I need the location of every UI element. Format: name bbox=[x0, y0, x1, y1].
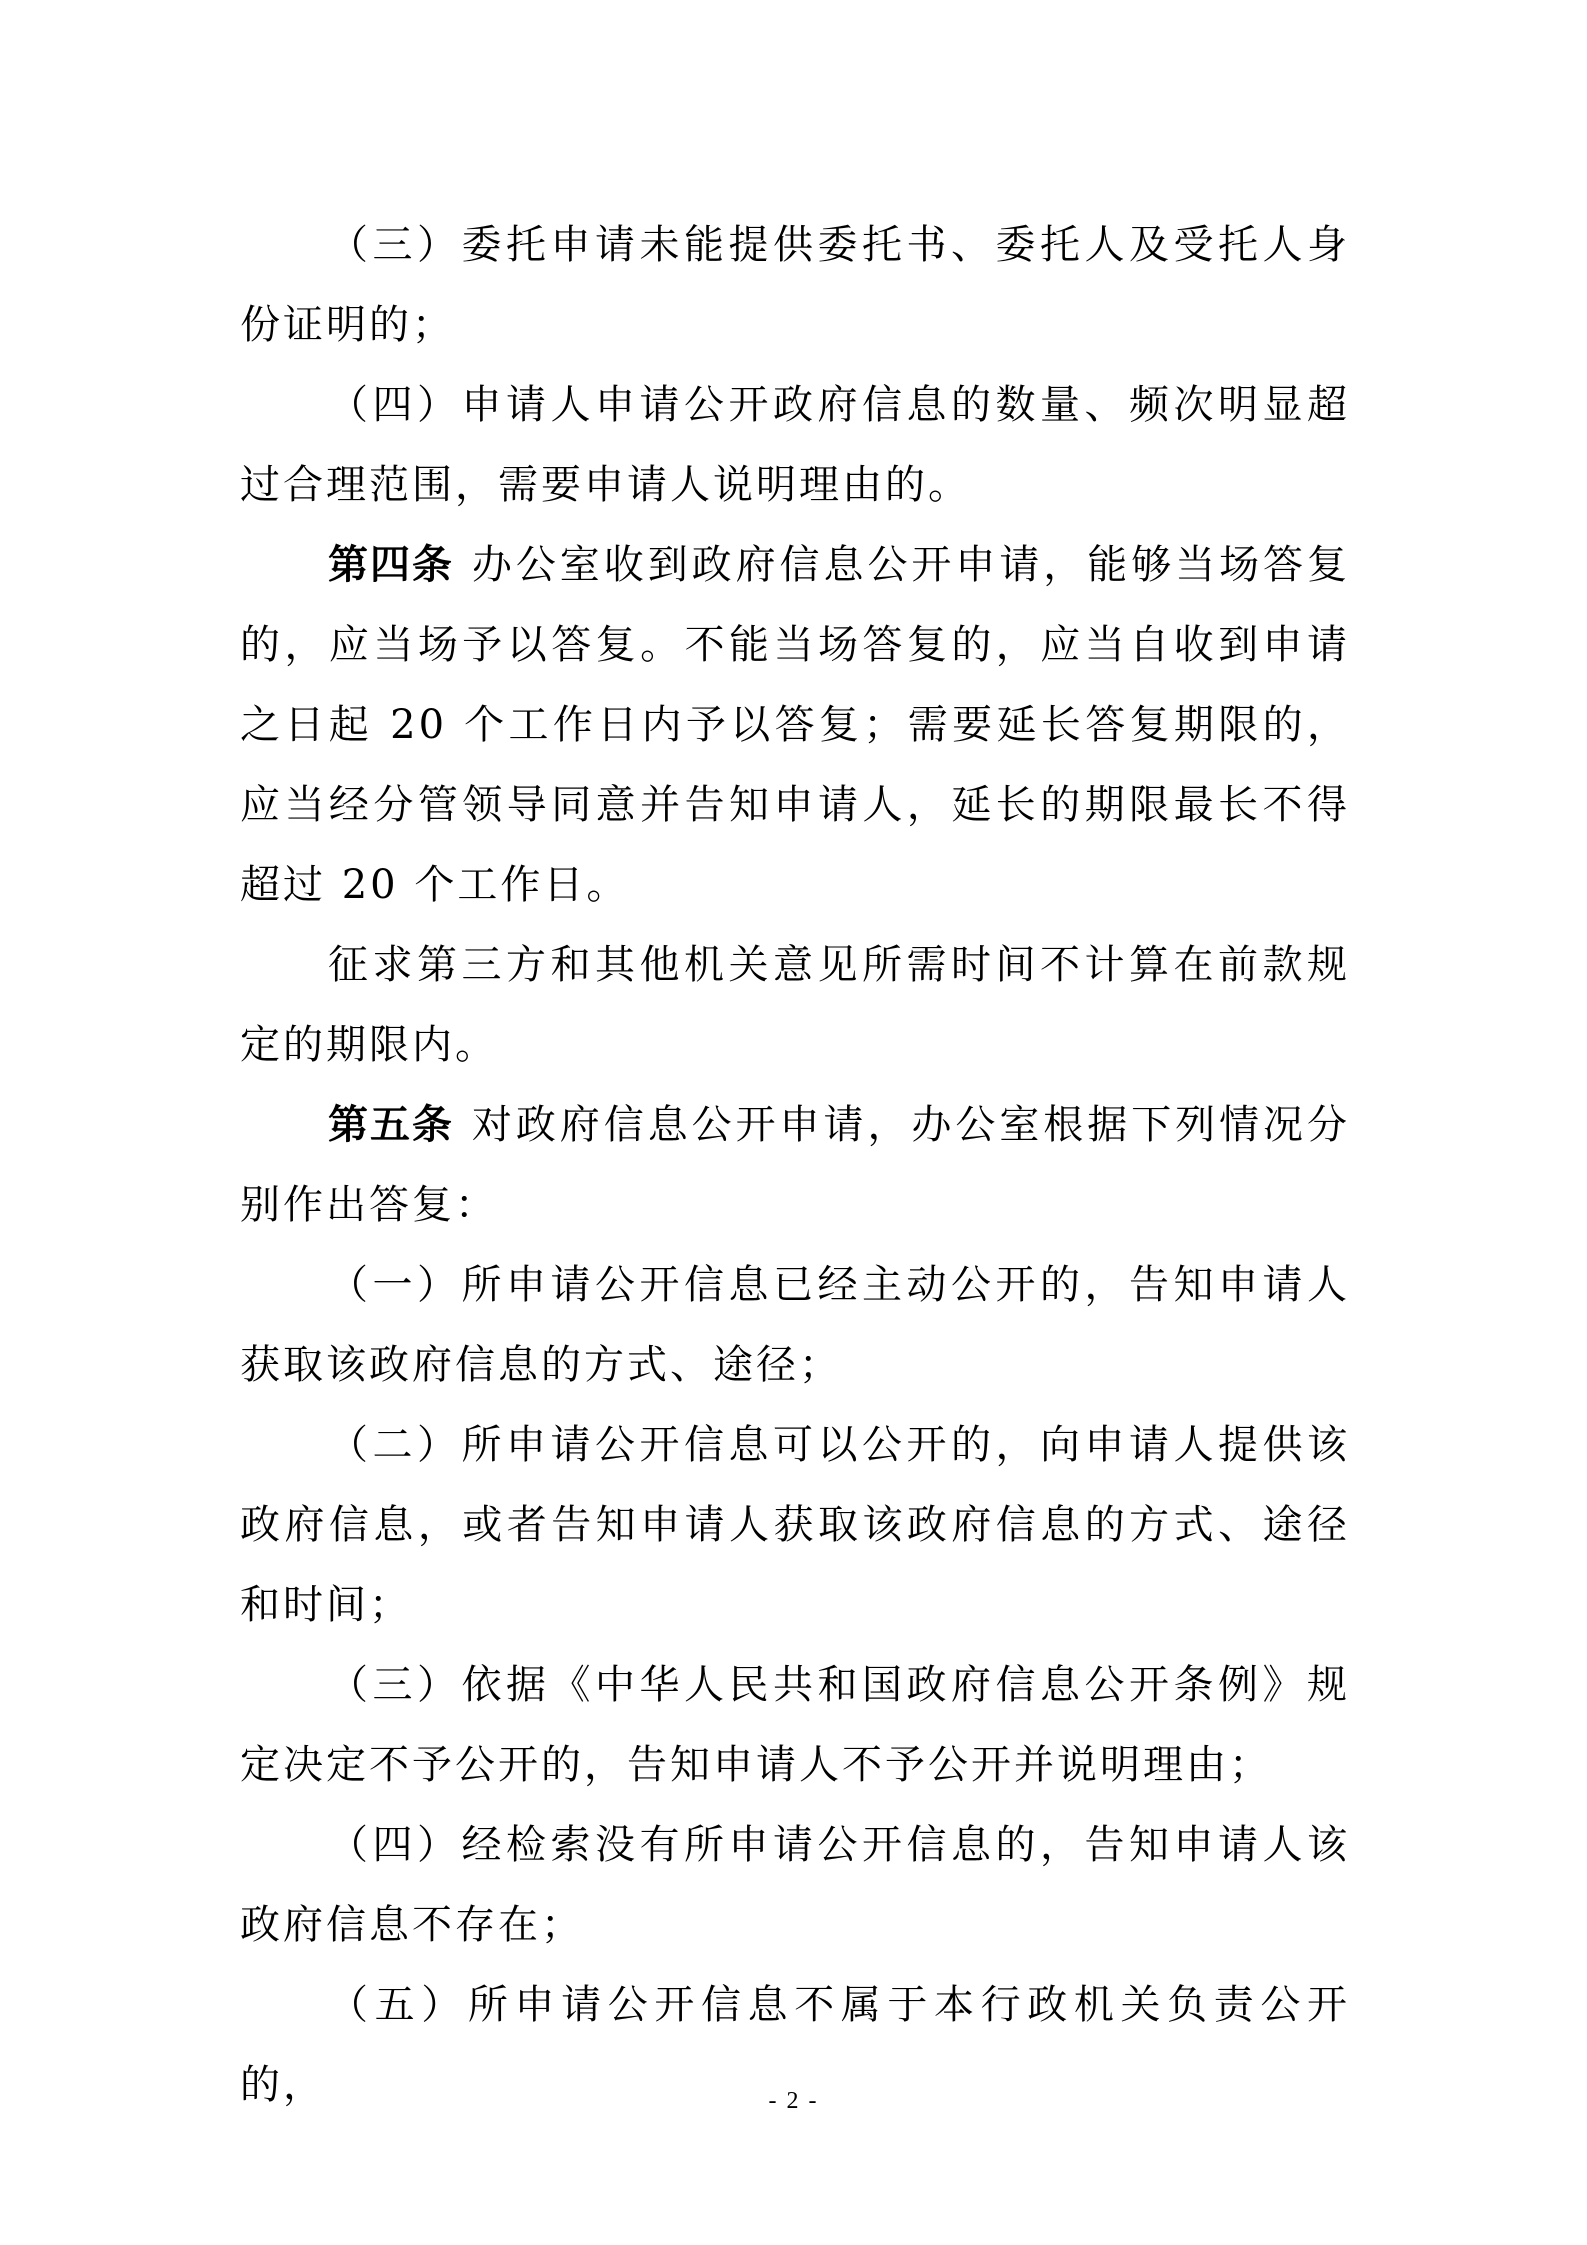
paragraph-text: （三）依据《中华人民共和国政府信息公开条例》规定决定不予公开的，告知申请人不予公开并说明理由； bbox=[240, 1662, 1350, 1788]
paragraph-text: （二）所申请公开信息可以公开的，向申请人提供该政府信息，或者告知申请人获取该政府信息的方式、途径和时间； bbox=[240, 1422, 1350, 1628]
paragraph-text: （四）经检索没有所申请公开信息的，告知申请人该政府信息不存在； bbox=[240, 1822, 1350, 1948]
document-body bbox=[240, 205, 1350, 2125]
article-heading: 第四条 bbox=[328, 542, 454, 588]
paragraph-text: （五）所申请公开信息不属于本行政机关负责公开的， bbox=[240, 1982, 1350, 2108]
paragraph-time-exclusion bbox=[240, 925, 1350, 1085]
paragraph-text: 征求第三方和其他机关意见所需时间不计算在前款规定的期限内。 bbox=[240, 942, 1350, 1068]
article-heading: 第五条 bbox=[328, 1102, 454, 1148]
page-number: - 2 - bbox=[768, 2088, 819, 2114]
paragraph-4-quantity bbox=[240, 365, 1350, 525]
article-5 bbox=[240, 1085, 1350, 1245]
article-4 bbox=[240, 525, 1350, 925]
paragraph-text: （三）委托申请未能提供委托书、委托人及受托人身份证明的； bbox=[240, 222, 1350, 348]
paragraph-4-not-exist bbox=[240, 1805, 1350, 1965]
paragraph-2-can-disclose bbox=[240, 1405, 1350, 1645]
paragraph-3-not-disclosed bbox=[240, 1645, 1350, 1805]
paragraph-text: 对政府信息公开申请，办公室根据下列情况分别作出答复： bbox=[240, 1102, 1351, 1228]
paragraph-text: 办公室收到政府信息公开申请，能够当场答复的，应当场予以答复。不能当场答复的，应当自收到申请之日起 20 个工作日内予以答复；需要延长答复期限的，应当经分管领导同意并告知申请人，延长的期限最长不得超过 20 个工作日。 bbox=[240, 542, 1351, 908]
paragraph-1-already-public bbox=[240, 1245, 1350, 1405]
paragraph-text: （四）申请人申请公开政府信息的数量、频次明显超过合理范围，需要申请人说明理由的。 bbox=[240, 382, 1350, 508]
paragraph-text: （一）所申请公开信息已经主动公开的，告知申请人获取该政府信息的方式、途径； bbox=[240, 1262, 1350, 1388]
paragraph-3-delegation bbox=[240, 205, 1350, 365]
